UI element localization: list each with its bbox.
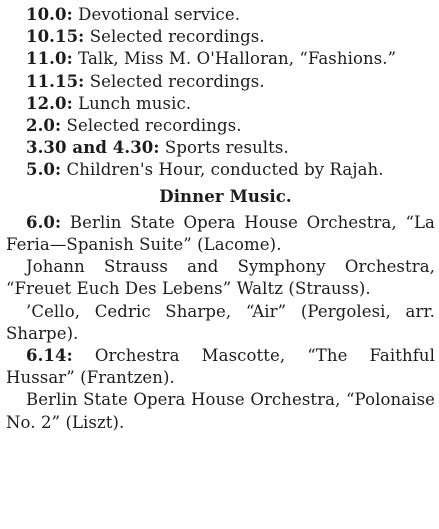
entry-text: Sports results. — [159, 138, 289, 158]
radio-programme-column — [6, 4, 435, 434]
entry-time: 6.0: — [26, 212, 62, 232]
entry-text: Children's Hour, conducted by Rajah. — [61, 160, 384, 180]
entry-text: Johann Strauss and Symphony Orchestra, “Freuet Euch Des Lebens” Waltz (Strauss). — [6, 257, 435, 299]
programme-entry — [6, 71, 435, 93]
programme-entry — [6, 256, 435, 300]
programme-entry — [6, 389, 435, 433]
programme-entry — [6, 4, 435, 26]
entry-time: 3.30 and 4.30: — [26, 138, 160, 158]
entry-text: Selected recordings. — [84, 27, 265, 47]
programme-entry — [6, 345, 435, 389]
entry-text: Berlin State Opera House Orchestra, “La Feria—Spanish Suite” (Lacome). — [6, 212, 435, 255]
entry-text: Talk, Miss M. O'Halloran, “Fashions.” — [72, 49, 397, 69]
entry-time: 10.15: — [26, 27, 85, 47]
entry-text: Lunch music. — [72, 93, 192, 113]
entry-time: 6.14: — [26, 346, 73, 366]
entry-time: 11.15: — [26, 71, 85, 91]
entry-time: 2.0: — [26, 116, 62, 136]
entry-text: Selected recordings. — [61, 116, 242, 136]
programme-entry — [6, 48, 435, 70]
programme-entry — [6, 93, 435, 115]
entry-text: Berlin State Opera House Orchestra, “Polonaise No. 2” (Liszt). — [6, 390, 435, 432]
entry-time: 11.0: — [26, 49, 73, 69]
entry-time: 5.0: — [26, 160, 62, 180]
programme-entry — [6, 212, 435, 256]
entry-text: ’Cello, Cedric Sharpe, “Air” (Pergolesi, arr. Sharpe). — [6, 301, 435, 343]
programme-entry — [6, 115, 435, 137]
entry-time: 12.0: — [26, 93, 73, 113]
entry-time: 10.0: — [26, 5, 73, 24]
programme-entry — [6, 26, 435, 48]
entry-text: Orchestra Mascotte, “The Faithful Hussar” (Frantzen). — [6, 346, 435, 388]
programme-entry — [6, 301, 435, 345]
entry-text: Devotional service. — [72, 5, 241, 24]
programme-entry — [6, 137, 435, 159]
programme-entry — [6, 159, 435, 181]
entry-text: Selected recordings. — [84, 71, 265, 91]
section-heading: Dinner Music. — [159, 186, 292, 206]
